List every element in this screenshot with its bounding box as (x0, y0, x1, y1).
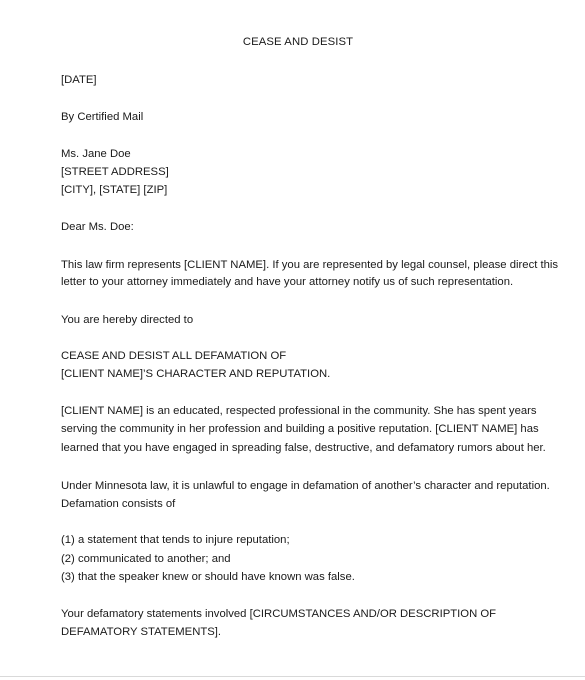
demand-line: CEASE AND DESIST ALL DEFAMATION OF (61, 350, 287, 362)
date-line: [DATE] (61, 74, 97, 86)
recipient-name: Ms. Jane Doe (61, 148, 131, 160)
salutation: Dear Ms. Doe: (61, 221, 134, 233)
paragraph-line: Defamation consists of (61, 498, 176, 510)
directive-line: You are hereby directed to (61, 314, 194, 326)
document-title: CEASE AND DESIST (242, 36, 354, 48)
recipient-city-state-zip: [CITY], [STATE] [ZIP] (61, 184, 168, 196)
paragraph-line: Under Minnesota law, it is unlawful to engage in defamation of another’s character and reputation. (61, 480, 550, 492)
paragraph-line: learned that you have engaged in spreading false, destructive, and defamatory rumors about her. (61, 442, 546, 454)
paragraph-line: [CLIENT NAME] is an educated, respected professional in the community. She has spent years (61, 405, 537, 417)
recipient-street: [STREET ADDRESS] (61, 166, 169, 178)
paragraph-line: Your defamatory statements involved [CIRCUMSTANCES AND/OR DESCRIPTION OF (61, 608, 497, 620)
list-item: (3) that the speaker knew or should have known was false. (61, 571, 355, 583)
paragraph-line: This law firm represents [CLIENT NAME]. If you are represented by legal counsel, please direct this (61, 259, 559, 271)
demand-line: [CLIENT NAME]’S CHARACTER AND REPUTATION. (61, 368, 331, 380)
page-bottom-edge (0, 676, 585, 677)
list-item: (1) a statement that tends to injure reputation; (61, 534, 290, 546)
paragraph-line: serving the community in her profession and building a positive reputation. [CLIENT NAME] has (61, 423, 539, 435)
list-item: (2) communicated to another; and (61, 553, 231, 565)
paragraph-line: DEFAMATORY STATEMENTS]. (61, 626, 222, 638)
delivery-method: By Certified Mail (61, 111, 144, 123)
paragraph-line: letter to your attorney immediately and have your attorney notify us of such representation. (61, 276, 514, 288)
